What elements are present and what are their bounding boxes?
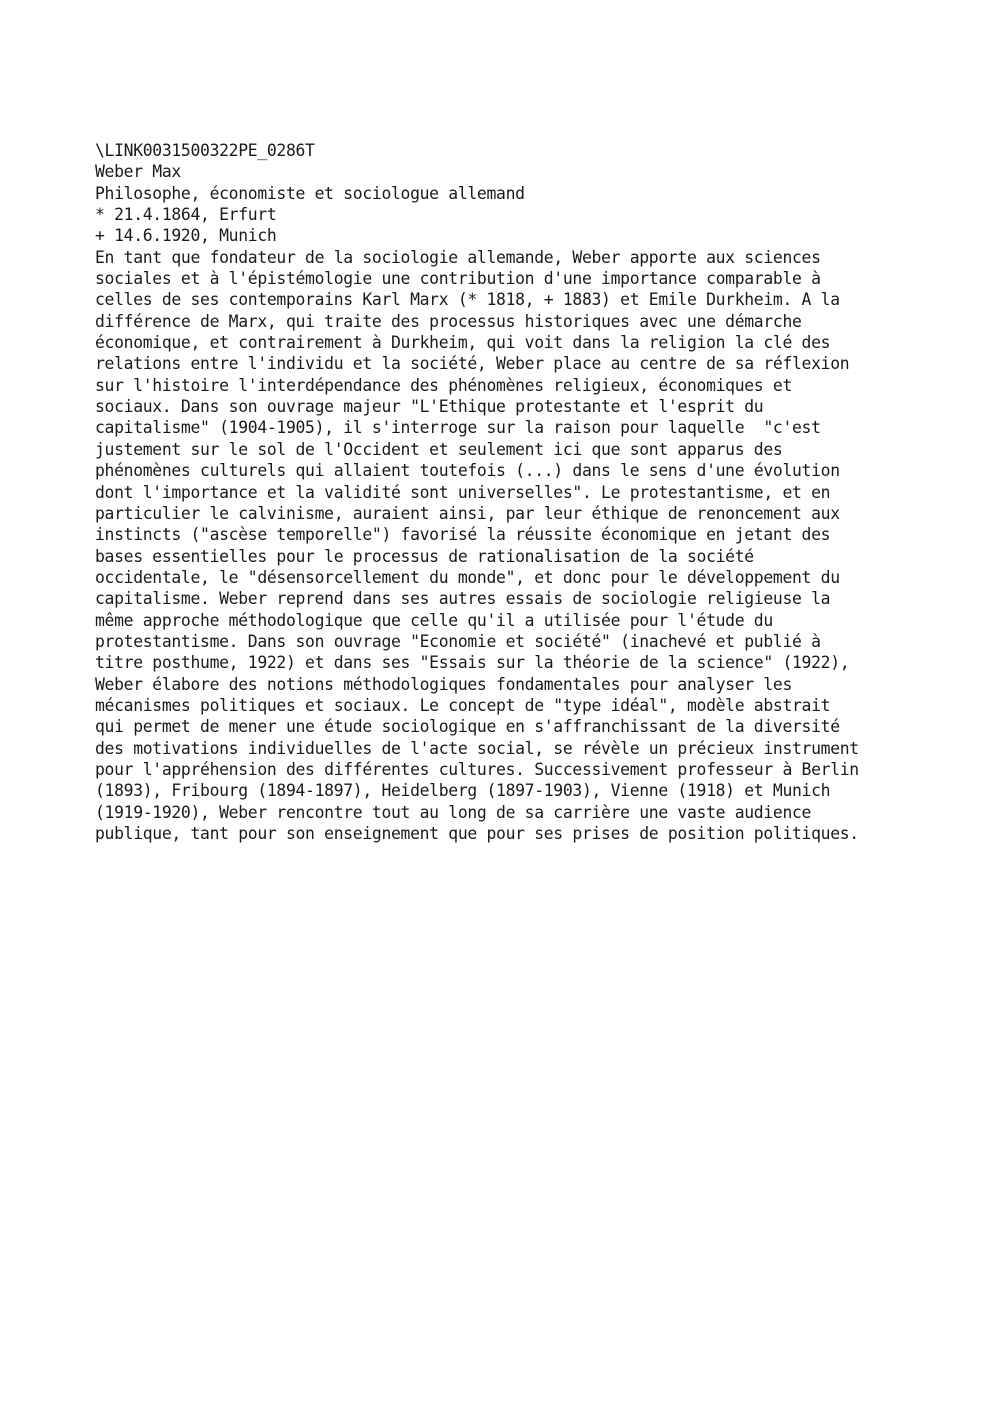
- body-line: sociales et à l'épistémologie une contribution d'une importance comparable à: [95, 269, 821, 289]
- body-line: sociaux. Dans son ouvrage majeur "L'Ethique protestante et l'esprit du: [95, 397, 764, 417]
- body-line: pour l'appréhension des différentes cultures. Successivement professeur à Berlin: [95, 759, 859, 779]
- document-id: \LINK0031500322PE_0286T: [95, 141, 315, 160]
- body-line: qui permet de mener une étude sociologique en s'affranchissant de la diversité: [95, 717, 840, 737]
- body-line: particulier le calvinisme, auraient ainsi, par leur éthique de renoncement aux: [95, 503, 840, 523]
- body-line: occidentale, le "désensorcellement du monde", et donc pour le développement du: [95, 567, 840, 587]
- birth-info: * 21.4.1864, Erfurt: [95, 205, 277, 225]
- author-name: Weber Max: [95, 162, 181, 182]
- document-page: [95, 140, 975, 844]
- body-line: titre posthume, 1922) et dans ses "Essais sur la théorie de la science" (1922),: [95, 653, 850, 673]
- body-line: protestantisme. Dans son ouvrage "Economie et société" (inachevé et publié à: [95, 631, 821, 651]
- body-line: des motivations individuelles de l'acte social, se révèle un précieux instrument: [95, 738, 859, 758]
- body-line: instincts ("ascèse temporelle") favorisé la réussite économique en jetant des: [95, 525, 831, 545]
- body-line: économique, et contrairement à Durkheim, qui voit dans la religion la clé des: [95, 333, 831, 353]
- body-line: capitalisme" (1904-1905), il s'interroge sur la raison pour laquelle "c'est: [95, 418, 821, 438]
- body-line: relations entre l'individu et la société, Weber place au centre de sa réflexion: [95, 354, 850, 374]
- body-line: dont l'importance et la validité sont universelles". Le protestantisme, et en: [95, 482, 831, 502]
- death-info: + 14.6.1920, Munich: [95, 226, 277, 246]
- body-line: justement sur le sol de l'Occident et seulement ici que sont apparus des: [95, 439, 783, 459]
- body-line: différence de Marx, qui traite des processus historiques avec une démarche: [95, 311, 802, 331]
- author-description: Philosophe, économiste et sociologue allemand: [95, 183, 525, 203]
- body-line: Weber élabore des notions méthodologiques fondamentales pour analyser les: [95, 674, 793, 694]
- body-line: mécanismes politiques et sociaux. Le concept de "type idéal", modèle abstrait: [95, 695, 831, 715]
- body-line: En tant que fondateur de la sociologie allemande, Weber apporte aux sciences: [95, 247, 821, 267]
- body-line: bases essentielles pour le processus de rationalisation de la société: [95, 546, 754, 566]
- body-line: capitalisme. Weber reprend dans ses autres essais de sociologie religieuse la: [95, 589, 831, 609]
- body-line: celles de ses contemporains Karl Marx (* 1818, + 1883) et Emile Durkheim. A la: [95, 290, 840, 310]
- body-line: phénomènes culturels qui allaient toutefois (...) dans le sens d'une évolution: [95, 461, 840, 481]
- body-line: même approche méthodologique que celle qu'il a utilisée pour l'étude du: [95, 610, 773, 630]
- body-line: (1893), Fribourg (1894-1897), Heidelberg (1897-1903), Vienne (1918) et Munich: [95, 781, 831, 801]
- body-line: sur l'histoire l'interdépendance des phénomènes religieux, économiques et: [95, 375, 793, 395]
- body-line: publique, tant pour son enseignement que pour ses prises de position politiques.: [95, 824, 859, 843]
- body-line: (1919-1920), Weber rencontre tout au long de sa carrière une vaste audience: [95, 802, 812, 822]
